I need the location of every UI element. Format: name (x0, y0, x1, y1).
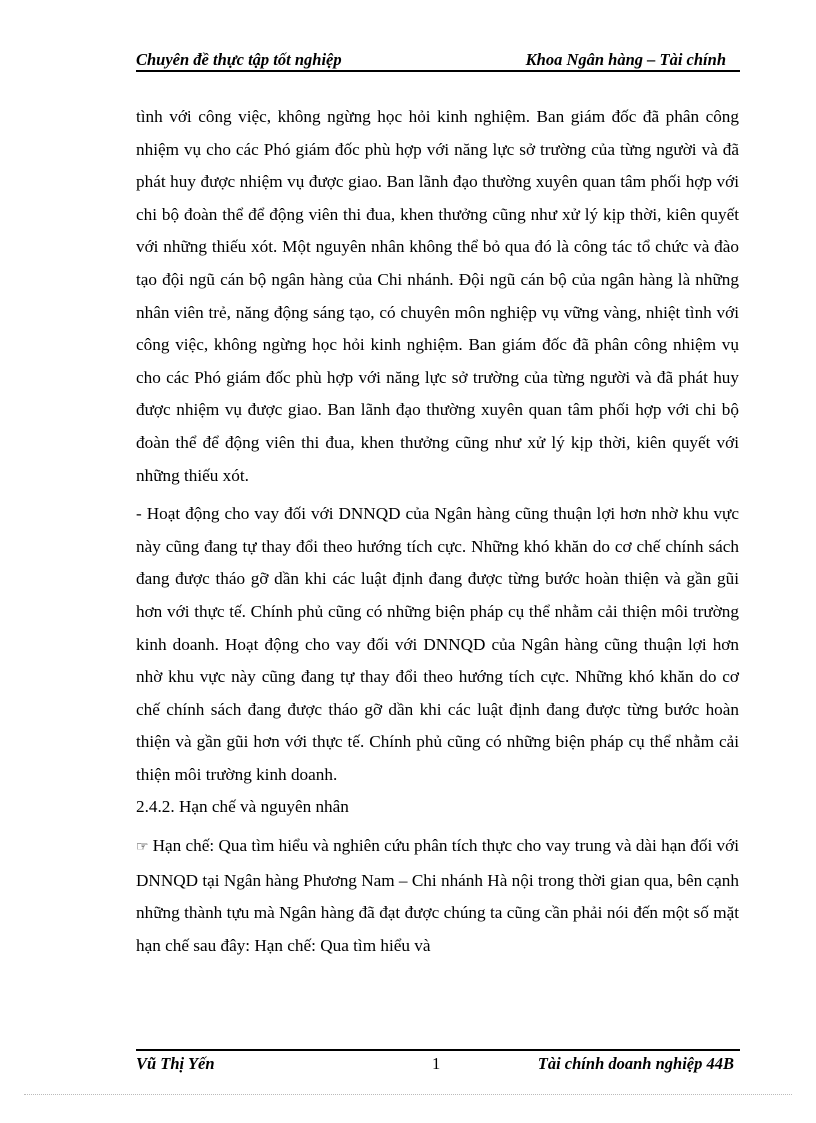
limitation-text: Hạn chế: Qua tìm hiểu và nghiên cứu phân tích thực cho vay trung và dài hạn đối với DNNQD tại Ngân hàng Phương Nam – Chi nhánh Hà nội trong thời gian qua, bên cạnh những thành tựu mà Ngân hàng đã đạt được chúng ta cũng cần phải nói đến một số mặt hạn chế sau đây: Hạn chế: Qua tìm hiểu và (136, 836, 739, 955)
footer-author: Vũ Thị Yến (136, 1054, 215, 1073)
header-document-title: Chuyên đề thực tập tốt nghiệp (136, 50, 342, 69)
page-header (136, 48, 740, 72)
body-paragraph (136, 830, 739, 962)
pointing-hand-icon: ☞ (136, 840, 149, 856)
footer-course: Tài chính doanh nghiệp 44B (537, 1054, 734, 1073)
page-footer (136, 1049, 740, 1075)
page-number: 1 (432, 1054, 441, 1073)
page-edge-divider (24, 1094, 792, 1095)
document-body (136, 101, 739, 962)
section-heading: 2.4.2. Hạn chế và nguyên nhân (136, 797, 349, 817)
body-paragraph: - Hoạt động cho vay đối với DNNQD của Ngân hàng cũng thuận lợi hơn nhờ khu vực này cũng đang tự thay đổi theo hướng tích cực. Những khó khăn do cơ chế chính sách đang được tháo gỡ dần khi các luật định đang được từng bước hoàn thiện và gần gũi hơn với thực tế. Chính phủ cũng có những biện pháp cụ thể nhằm cải thiện môi trường kinh doanh. Hoạt động cho vay đối với DNNQD của Ngân hàng cũng thuận lợi hơn nhờ khu vực này cũng đang tự thay đổi theo hướng tích cực. Những khó khăn do cơ chế chính sách đang được tháo gỡ dần khi các luật định đang được từng bước hoàn thiện và gần gũi hơn với thực tế. Chính phủ cũng có những biện pháp cụ thể nhằm cải thiện môi trường kinh doanh. (136, 504, 739, 784)
header-faculty: Khoa Ngân hàng – Tài chính (525, 50, 726, 69)
body-paragraph: tình với công việc, không ngừng học hỏi kinh nghiệm. Ban giám đốc đã phân công nhiệm vụ cho các Phó giám đốc phù hợp với năng lực sở trường của từng người và đã phát huy được nhiệm vụ được giao. Ban lãnh đạo thường xuyên quan tâm phối hợp với chi bộ đoàn thể để động viên thi đua, khen thưởng cũng như xử lý kịp thời, kiên quyết với những thiếu xót. Một nguyên nhân không thể bỏ qua đó là công tác tổ chức và đào tạo đội ngũ cán bộ ngân hàng của Chi nhánh. Đội ngũ cán bộ của ngân hàng là những nhân viên trẻ, năng động sáng tạo, có chuyên môn nghiệp vụ vững vàng, nhiệt tình với công việc, không ngừng học hỏi kinh nghiệm. Ban giám đốc đã phân công nhiệm vụ cho các Phó giám đốc phù hợp với năng lực sở trường của từng người và đã phát huy được nhiệm vụ được giao. Ban lãnh đạo thường xuyên quan tâm phối hợp với chi bộ đoàn thể để động viên thi đua, khen thưởng cũng như xử lý kịp thời, kiên quyết với những thiếu xót. (136, 107, 739, 485)
